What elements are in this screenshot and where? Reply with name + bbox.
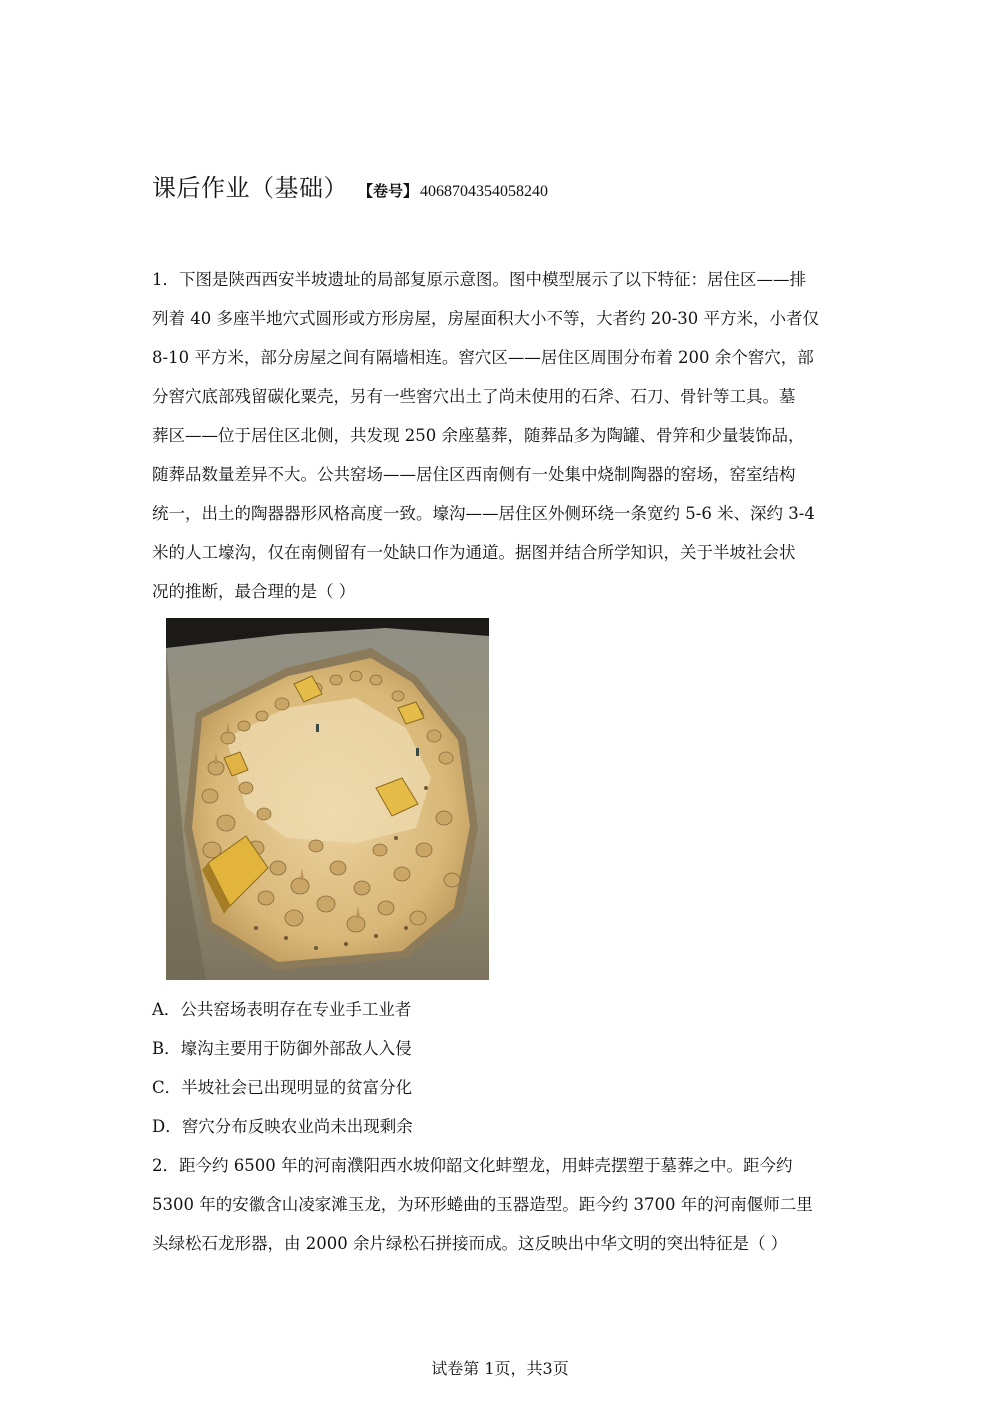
option-c: C．半坡社会已出现明显的贫富分化 [152,1078,413,1097]
page-title [152,168,548,203]
q1-line: 统一，出土的陶器器形风格高度一致。壕沟——居住区外侧环绕一条宽约 5-6 米、深约 3-4 [152,504,815,523]
q2-line: 2．距今约 6500 年的河南濮阳西水坡仰韶文化蚌塑龙，用蚌壳摆塑于墓葬之中。距今约 [152,1156,793,1175]
paper-id: 4068704354058240 [420,183,549,200]
title-main: 课后作业（基础） [152,174,348,202]
q1-line: 随葬品数量差异不大。公共窑场——居住区西南侧有一处集中烧制陶器的窑场，窑室结构 [152,465,796,484]
q1-line: 1．下图是陕西西安半坡遗址的局部复原示意图。图中模型展示了以下特征：居住区——排 [152,270,806,289]
q2-line: 头绿松石龙形器，由 2000 余片绿松石拼接而成。这反映出中华文明的突出特征是（ ） [152,1234,788,1253]
option-d: D．窖穴分布反映农业尚未出现剩余 [152,1117,413,1136]
q1-line: 况的推断，最合理的是（ ） [152,582,356,601]
paper-id-label: 【卷号】 [358,182,419,200]
banpo-site-model-image [166,618,489,980]
q2-line: 5300 年的安徽含山凌家滩玉龙，为环形蜷曲的玉器造型。距今约 3700 年的河南偃师二里 [152,1195,813,1214]
q1-line: 分窖穴底部残留碳化粟壳，另有一些窖穴出土了尚未使用的石斧、石刀、骨针等工具。墓 [152,387,796,406]
option-a: A．公共窑场表明存在专业手工业者 [152,1000,412,1019]
page-footer: 试卷第 1页，共3页 [431,1359,569,1378]
q1-line: 米的人工壕沟，仅在南侧留有一处缺口作为通道。据图并结合所学知识，关于半坡社会状 [152,543,796,562]
q1-line: 8-10 平方米，部分房屋之间有隔墙相连。窖穴区——居住区周围分布着 200 余个窖穴，部 [152,348,814,367]
q1-line: 葬区——位于居住区北侧，共发现 250 余座墓葬，随葬品多为陶罐、骨笄和少量装饰品， [152,426,805,445]
q1-line: 列着 40 多座半地穴式圆形或方形房屋，房屋面积大小不等，大者约 20-30 平方米，小者仅 [152,309,820,328]
option-b: B．壕沟主要用于防御外部敌人入侵 [152,1039,412,1058]
